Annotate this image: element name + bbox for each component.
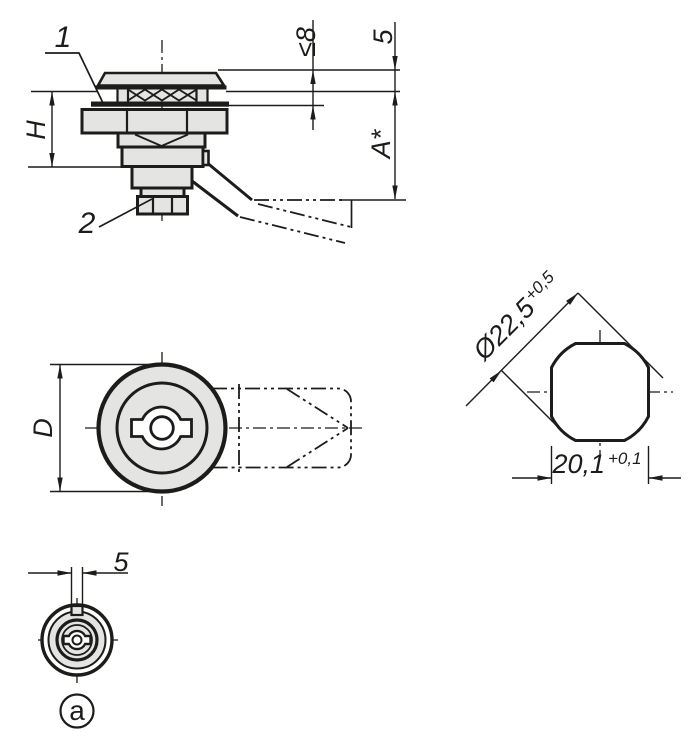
part-label-2: 2 (78, 207, 96, 240)
arrowhead (392, 56, 397, 70)
octagonal-cutout (552, 344, 649, 441)
arrowhead (58, 570, 72, 576)
latch-arm-phantom-mid (258, 204, 351, 227)
bottom-hex-nut (138, 197, 188, 215)
arrowhead (392, 186, 397, 200)
arrowhead (57, 478, 62, 492)
key-slot-center-hole (73, 636, 82, 645)
dim-text-head-height: 5 (368, 29, 398, 45)
arrowhead (649, 475, 663, 481)
cap (98, 73, 224, 86)
arrowhead (392, 92, 397, 106)
seal-washer (91, 102, 229, 107)
bottom-view (28, 547, 129, 728)
body-upper (122, 147, 203, 167)
arrowhead (57, 365, 62, 379)
dim-text-H: H (21, 120, 51, 140)
dim-text-slot-width: 5 (113, 547, 129, 577)
chamfer-washer (118, 133, 205, 147)
dim-text-diagonal: Ø22,5+0,5 (467, 267, 559, 366)
latch-arm-stub (203, 151, 209, 165)
dim-text-panel-thickness: ≤8 (291, 27, 321, 57)
side-view (21, 20, 406, 243)
part-label-1: 1 (54, 21, 72, 54)
arrowhead (49, 92, 54, 106)
view-label-a: a (69, 695, 85, 726)
arrowhead (538, 475, 552, 481)
dim-text-grip: A* (366, 129, 396, 159)
latch-arm-bottom-solid (192, 181, 238, 216)
dim-text-width: 20,1 +0,1 (552, 449, 642, 479)
key-slot-center-hole (151, 417, 174, 440)
hex-nut (82, 110, 227, 134)
arrowhead (310, 106, 315, 120)
arrowhead (310, 70, 315, 84)
front-view (28, 352, 362, 506)
dim-text-D: D (28, 418, 58, 438)
arrowhead (49, 153, 54, 167)
slot-cut-mark (72, 606, 83, 615)
cutout-view (466, 267, 681, 484)
leader-part-1 (45, 53, 103, 103)
latch-arm-top-solid (209, 164, 253, 200)
arrowhead (83, 570, 97, 576)
body-lower (132, 167, 192, 189)
